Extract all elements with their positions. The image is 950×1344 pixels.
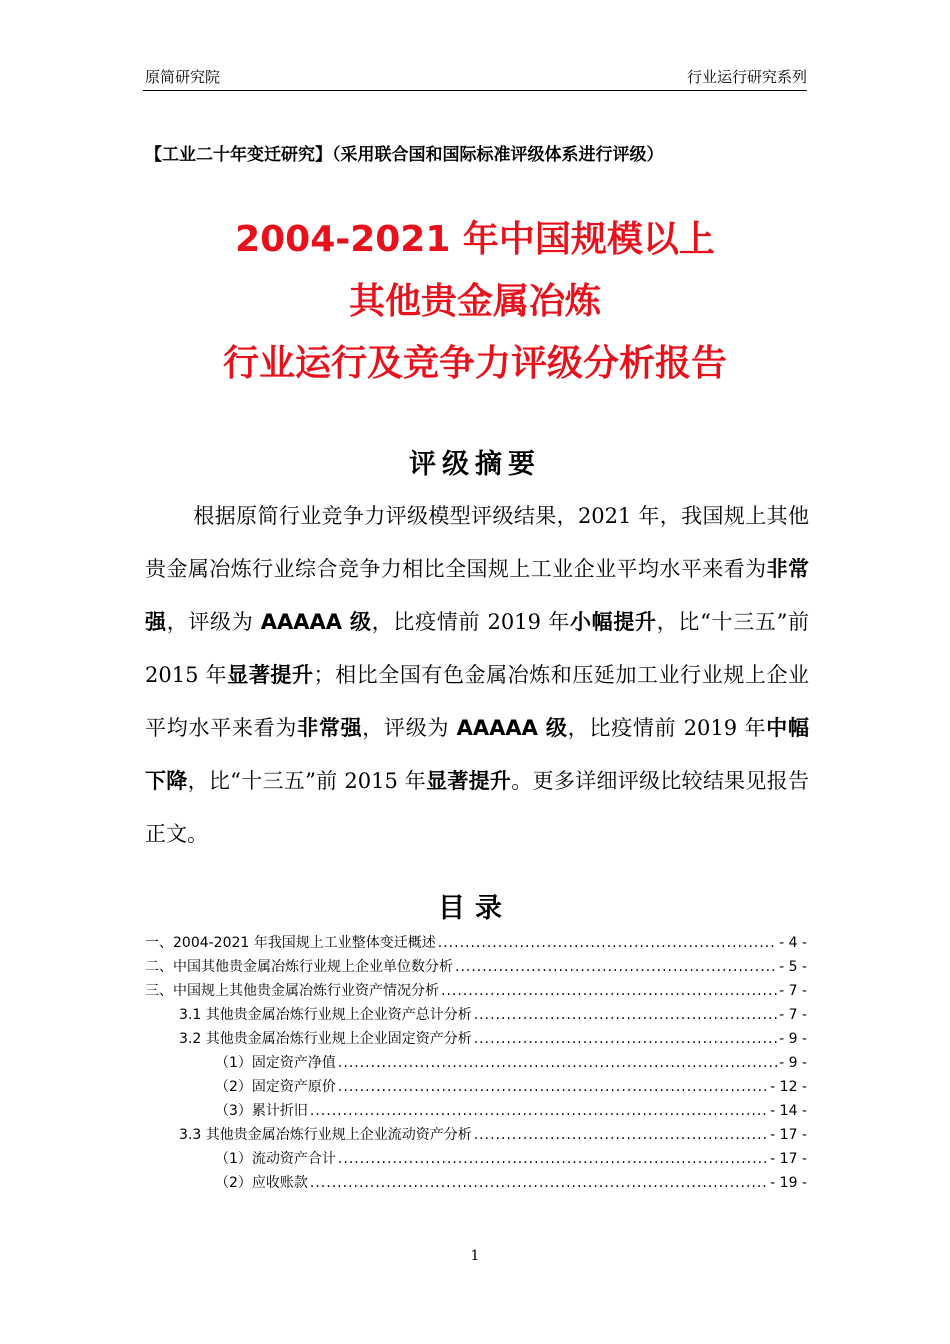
report-title-line-2: 其他贵金属冶炼 [348,281,601,322]
toc-leader-dots [338,1055,777,1071]
toc-entry-page: - 9 - [779,1055,807,1071]
toc-entry[interactable] [145,956,807,980]
toc-entry[interactable] [145,1004,807,1028]
report-title-line-1: 2004-2021 年中国规模以上 [235,219,715,260]
header-org: 原简研究院 [145,68,221,86]
toc-entry-page: - 4 - [779,935,807,951]
toc-leader-dots [338,1079,768,1095]
toc-entry[interactable] [145,1052,807,1076]
toc-entry[interactable] [145,932,807,956]
toc-leader-dots [438,935,777,951]
toc-leader-dots [474,1127,768,1143]
summary-text: ，比“十三五”前 2015 年 [145,610,809,687]
toc-entry-page: - 19 - [770,1175,807,1191]
toc-entry-label: （1）固定资产净值 [215,1055,336,1071]
toc-entry-label: 三、中国规上其他贵金属冶炼行业资产情况分析 [145,983,439,999]
summary-text: ，评级为 [362,716,457,740]
summary-emphasis: 非常强 [145,557,810,634]
summary-text: ，评级为 [166,610,261,634]
summary-text: ；相比全国有色金属冶炼和压延加工业行业规上企业平均水平来看为 [145,663,810,740]
toc-entry-label: （3）累计折旧 [215,1103,308,1119]
toc-entry-page: - 12 - [770,1079,807,1095]
toc-entry-label: 一、2004-2021 年我国规上工业整体变迁概述 [145,935,436,951]
summary-emphasis: 小幅提升 [570,610,657,634]
toc-entry-page: - 7 - [779,983,807,999]
toc-entry-page: - 9 - [779,1031,807,1047]
summary-emphasis: 中幅下降 [145,716,810,793]
toc-entry[interactable] [145,1172,807,1196]
toc-entry-label: （1）流动资产合计 [215,1151,336,1167]
summary-paragraph [145,490,809,861]
toc-leader-dots [310,1103,768,1119]
summary-text: ，比疫情前 2019 年 [567,716,767,740]
toc-entry[interactable] [145,1028,807,1052]
toc-entry-label: （2）固定资产原价 [215,1079,336,1095]
toc-entry-label: 3.2 其他贵金属冶炼行业规上企业固定资产分析 [179,1031,472,1047]
toc-entry[interactable] [145,980,807,1004]
toc-heading: 目录 [438,893,512,924]
summary-emphasis: 非常强 [297,716,363,740]
toc-leader-dots [310,1175,768,1191]
toc-entry-page: - 5 - [779,959,807,975]
toc-entry-page: - 14 - [770,1103,807,1119]
toc-leader-dots [455,959,777,975]
summary-text: ，比“十三五”前 2015 年 [187,769,427,793]
table-of-contents [145,932,807,1196]
summary-text: 根据原简行业竞争力评级模型评级结果，2021 年，我国规上其他贵金属冶炼行业综合竞争力相比全国规上工业企业平均水平来看为 [145,504,809,581]
header-series: 行业运行研究系列 [686,68,807,86]
toc-entry[interactable] [145,1124,807,1148]
toc-entry-label: 3.1 其他贵金属冶炼行业规上企业资产总计分析 [179,1007,472,1023]
toc-leader-dots [474,1031,777,1047]
toc-entry[interactable] [145,1076,807,1100]
summary-emphasis: AAAAA 级 [260,610,372,634]
summary-text: 。更多详细评级比较结果见报告正文。 [145,769,810,846]
toc-leader-dots [338,1151,768,1167]
toc-leader-dots [474,1007,777,1023]
summary-emphasis: 显著提升 [227,663,314,687]
header-rule [143,90,807,91]
toc-entry[interactable] [145,1148,807,1172]
toc-entry-label: （2）应收账款 [215,1175,308,1191]
toc-entry-label: 二、中国其他贵金属冶炼行业规上企业单位数分析 [145,959,453,975]
summary-emphasis: 显著提升 [426,769,512,793]
series-line: 【工业二十年变迁研究】（采用联合国和国际标准评级体系进行评级） [145,145,664,165]
page-number: 1 [470,1248,480,1264]
toc-entry-page: - 17 - [770,1151,807,1167]
toc-entry-page: - 17 - [770,1127,807,1143]
report-title-line-3: 行业运行及竞争力评级分析报告 [222,343,727,384]
toc-entry[interactable] [145,1100,807,1124]
summary-text: ，比疫情前 2019 年 [371,610,570,634]
toc-leader-dots [441,983,777,999]
summary-heading: 评级摘要 [409,449,541,480]
toc-entry-page: - 7 - [779,1007,807,1023]
toc-entry-label: 3.3 其他贵金属冶炼行业规上企业流动资产分析 [179,1127,472,1143]
summary-emphasis: AAAAA 级 [456,716,568,740]
